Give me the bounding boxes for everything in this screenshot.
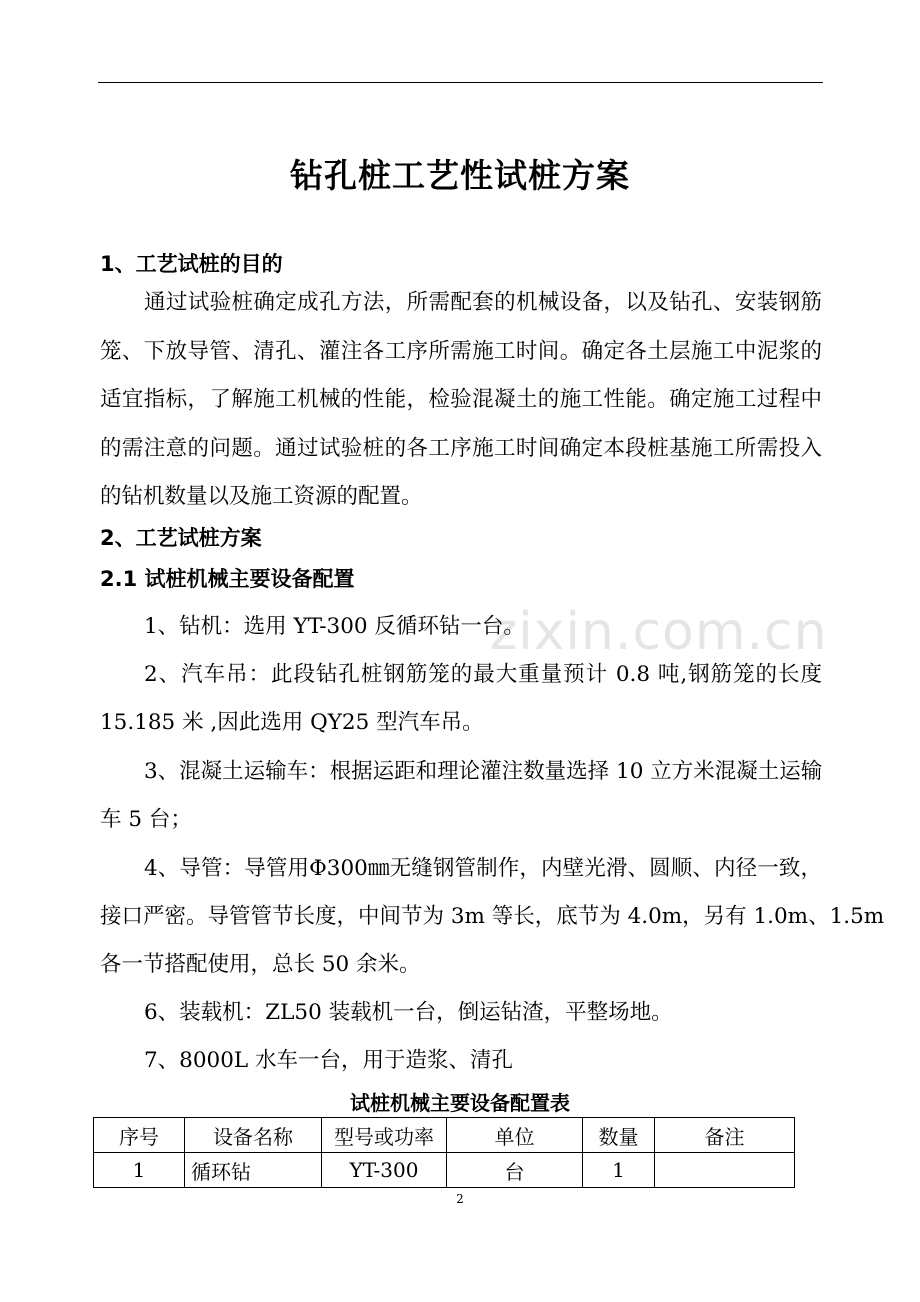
section2-1-heading: 2.1 试桩机械主要设备配置	[100, 567, 355, 591]
table-header-cell: 单位	[447, 1118, 583, 1153]
equipment-table	[93, 1117, 795, 1188]
equipment-item-6: 6、装载机：ZL50 装载机一台，倒运钻渣，平整场地。	[144, 1000, 673, 1025]
table-cell: 1	[583, 1153, 655, 1188]
equipment-item-4-cont-1: 接口严密。导管管节长度，中间节为 3m 等长，底节为 4.0m，另有 1.0m、1.5m	[100, 904, 885, 929]
equipment-item-2-cont: 15.185 米 ,因此选用 QY25 型汽车吊。	[100, 710, 484, 735]
section2-heading: 2、工艺试桩方案	[100, 526, 262, 550]
equipment-item-3: 3、混凝土运输车：根据运距和理论灌注数量选择 10 立方米混凝土运输	[144, 759, 823, 784]
table-cell: 循环钻	[185, 1153, 322, 1188]
table-header-cell: 数量	[583, 1118, 655, 1153]
equipment-item-3-cont: 车 5 台；	[100, 807, 192, 832]
table-header-cell: 备注	[655, 1118, 795, 1153]
page-number: 2	[456, 1192, 464, 1206]
table-caption: 试桩机械主要设备配置表	[350, 1091, 570, 1115]
equipment-item-4-cont-2: 各一节搭配使用，总长 50 余米。	[100, 952, 421, 977]
table-header-cell: 序号	[94, 1118, 185, 1153]
section1-heading: 1、工艺试桩的目的	[100, 252, 283, 276]
equipment-item-4: 4、导管：导管用Φ300㎜无缝钢管制作，内壁光滑、圆顺、内径一致，	[144, 856, 822, 881]
table-cell	[655, 1153, 795, 1188]
section1-line-5: 的钻机数量以及施工资源的配置。	[100, 484, 423, 509]
section1-line-4: 的需注意的问题。通过试验桩的各工序施工时间确定本段桩基施工所需投入	[100, 436, 822, 461]
table-row	[94, 1153, 795, 1188]
table-cell: 1	[94, 1153, 185, 1188]
section1-line-1: 通过试验桩确定成孔方法，所需配套的机械设备，以及钻孔、安装钢筋	[144, 290, 822, 315]
equipment-item-7: 7、8000L 水车一台，用于造浆、清孔	[144, 1048, 514, 1073]
document-title: 钻孔桩工艺性试桩方案	[290, 156, 630, 195]
section1-line-2: 笼、下放导管、清孔、灌注各工序所需施工时间。确定各土层施工中泥浆的	[100, 339, 822, 364]
equipment-item-1: 1、钻机：选用 YT-300 反循环钻一台。	[144, 614, 525, 639]
table-cell: 台	[447, 1153, 583, 1188]
table-cell: YT-300	[322, 1153, 447, 1188]
table-header-cell: 设备名称	[185, 1118, 322, 1153]
header-rule	[98, 82, 823, 83]
equipment-item-2: 2、汽车吊：此段钻孔桩钢筋笼的最大重量预计 0.8 吨,钢筋笼的长度	[144, 662, 822, 687]
watermark: zixin.com.cn	[490, 602, 828, 662]
table-header-cell: 型号或功率	[322, 1118, 447, 1153]
section1-line-3: 适宜指标，了解施工机械的性能，检验混凝土的施工性能。确定施工过程中	[100, 387, 822, 412]
table-header-row	[94, 1118, 795, 1153]
